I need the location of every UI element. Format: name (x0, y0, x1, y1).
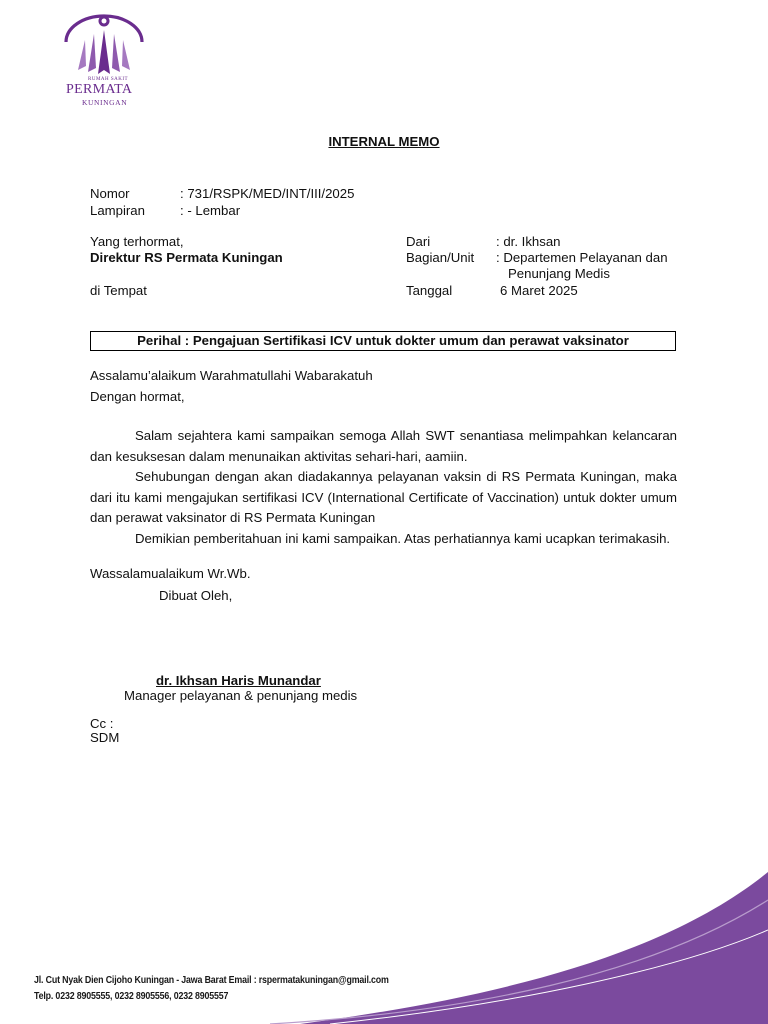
signatory-name: dr. Ikhsan Haris Munandar (156, 673, 321, 688)
closing: Wassalamualaikum Wr.Wb. (90, 566, 251, 581)
perihal-box (90, 331, 676, 351)
paragraph-1 (90, 426, 677, 467)
signatory-position: Manager pelayanan & penunjang medis (124, 688, 358, 703)
lampiran-label: Lampiran (90, 203, 145, 218)
bagian-value-line2: Penunjang Medis (508, 266, 610, 281)
footer-address: Jl. Cut Nyak Dien Cijoho Kuningan - Jawa Barat Email : rspermatakuningan@gmail.com (34, 975, 389, 986)
paragraph-3-text: Demikian pemberitahuan ini kami sampaikan. Atas perhatiannya kami ucapkan terimakasih. (135, 531, 671, 546)
recipient: Direktur RS Permata Kuningan (90, 250, 283, 265)
salutation: Yang terhormat, (90, 234, 184, 249)
logo-main-text: PERMATA (66, 82, 133, 97)
tanggal-value: 6 Maret 2025 (500, 283, 578, 298)
nomor-value: : 731/RSPK/MED/INT/III/2025 (180, 186, 355, 201)
logo-sub-text: KUNINGAN (82, 98, 128, 107)
opening: Dengan hormat, (90, 389, 185, 404)
paragraph-2-text: Sehubungan dengan akan diadakannya pelayanan vaksin di RS Permata Kuningan, maka dari itu kami mengajukan sertifikasi ICV (International Certificate of Vaccination) untuk dokter umum dan perawat vaksinator di RS Permata Kuningan (90, 469, 677, 525)
hospital-logo (58, 12, 150, 112)
logo-emblem-icon (58, 12, 150, 82)
paragraph-3 (90, 530, 677, 547)
paragraph-1-text: Salam sejahtera kami sampaikan semoga Allah SWT senantiasa melimpahkan kelancaran dan kesuksesan dalam menunaikan aktivitas sehari-hari, aamiin. (90, 428, 677, 464)
perihal-text: Perihal : Pengajuan Sertifikasi ICV untuk dokter umum dan perawat vaksinator (137, 333, 629, 348)
cc-value: SDM (90, 730, 120, 745)
tanggal-label: Tanggal (406, 283, 453, 298)
logo-small-text: RUMAH SAKIT (88, 77, 129, 82)
footer-phone: Telp. 0232 8905555, 0232 8905556, 0232 8905557 (34, 991, 229, 1002)
recipient-place: di Tempat (90, 283, 147, 298)
greeting: Assalamu’alaikum Warahmatullahi Wabarakatuh (90, 368, 373, 383)
lampiran-value: : - Lembar (180, 203, 241, 218)
bagian-value-line1: : Departemen Pelayanan dan (496, 250, 668, 265)
bagian-label: Bagian/Unit (406, 250, 475, 265)
paragraph-2 (90, 467, 677, 529)
dari-value: : dr. Ikhsan (496, 234, 561, 249)
cc-label: Cc : (90, 716, 114, 731)
dari-label: Dari (406, 234, 431, 249)
nomor-label: Nomor (90, 186, 130, 201)
memo-title: INTERNAL MEMO (328, 134, 440, 149)
made-by: Dibuat Oleh, (159, 588, 233, 603)
